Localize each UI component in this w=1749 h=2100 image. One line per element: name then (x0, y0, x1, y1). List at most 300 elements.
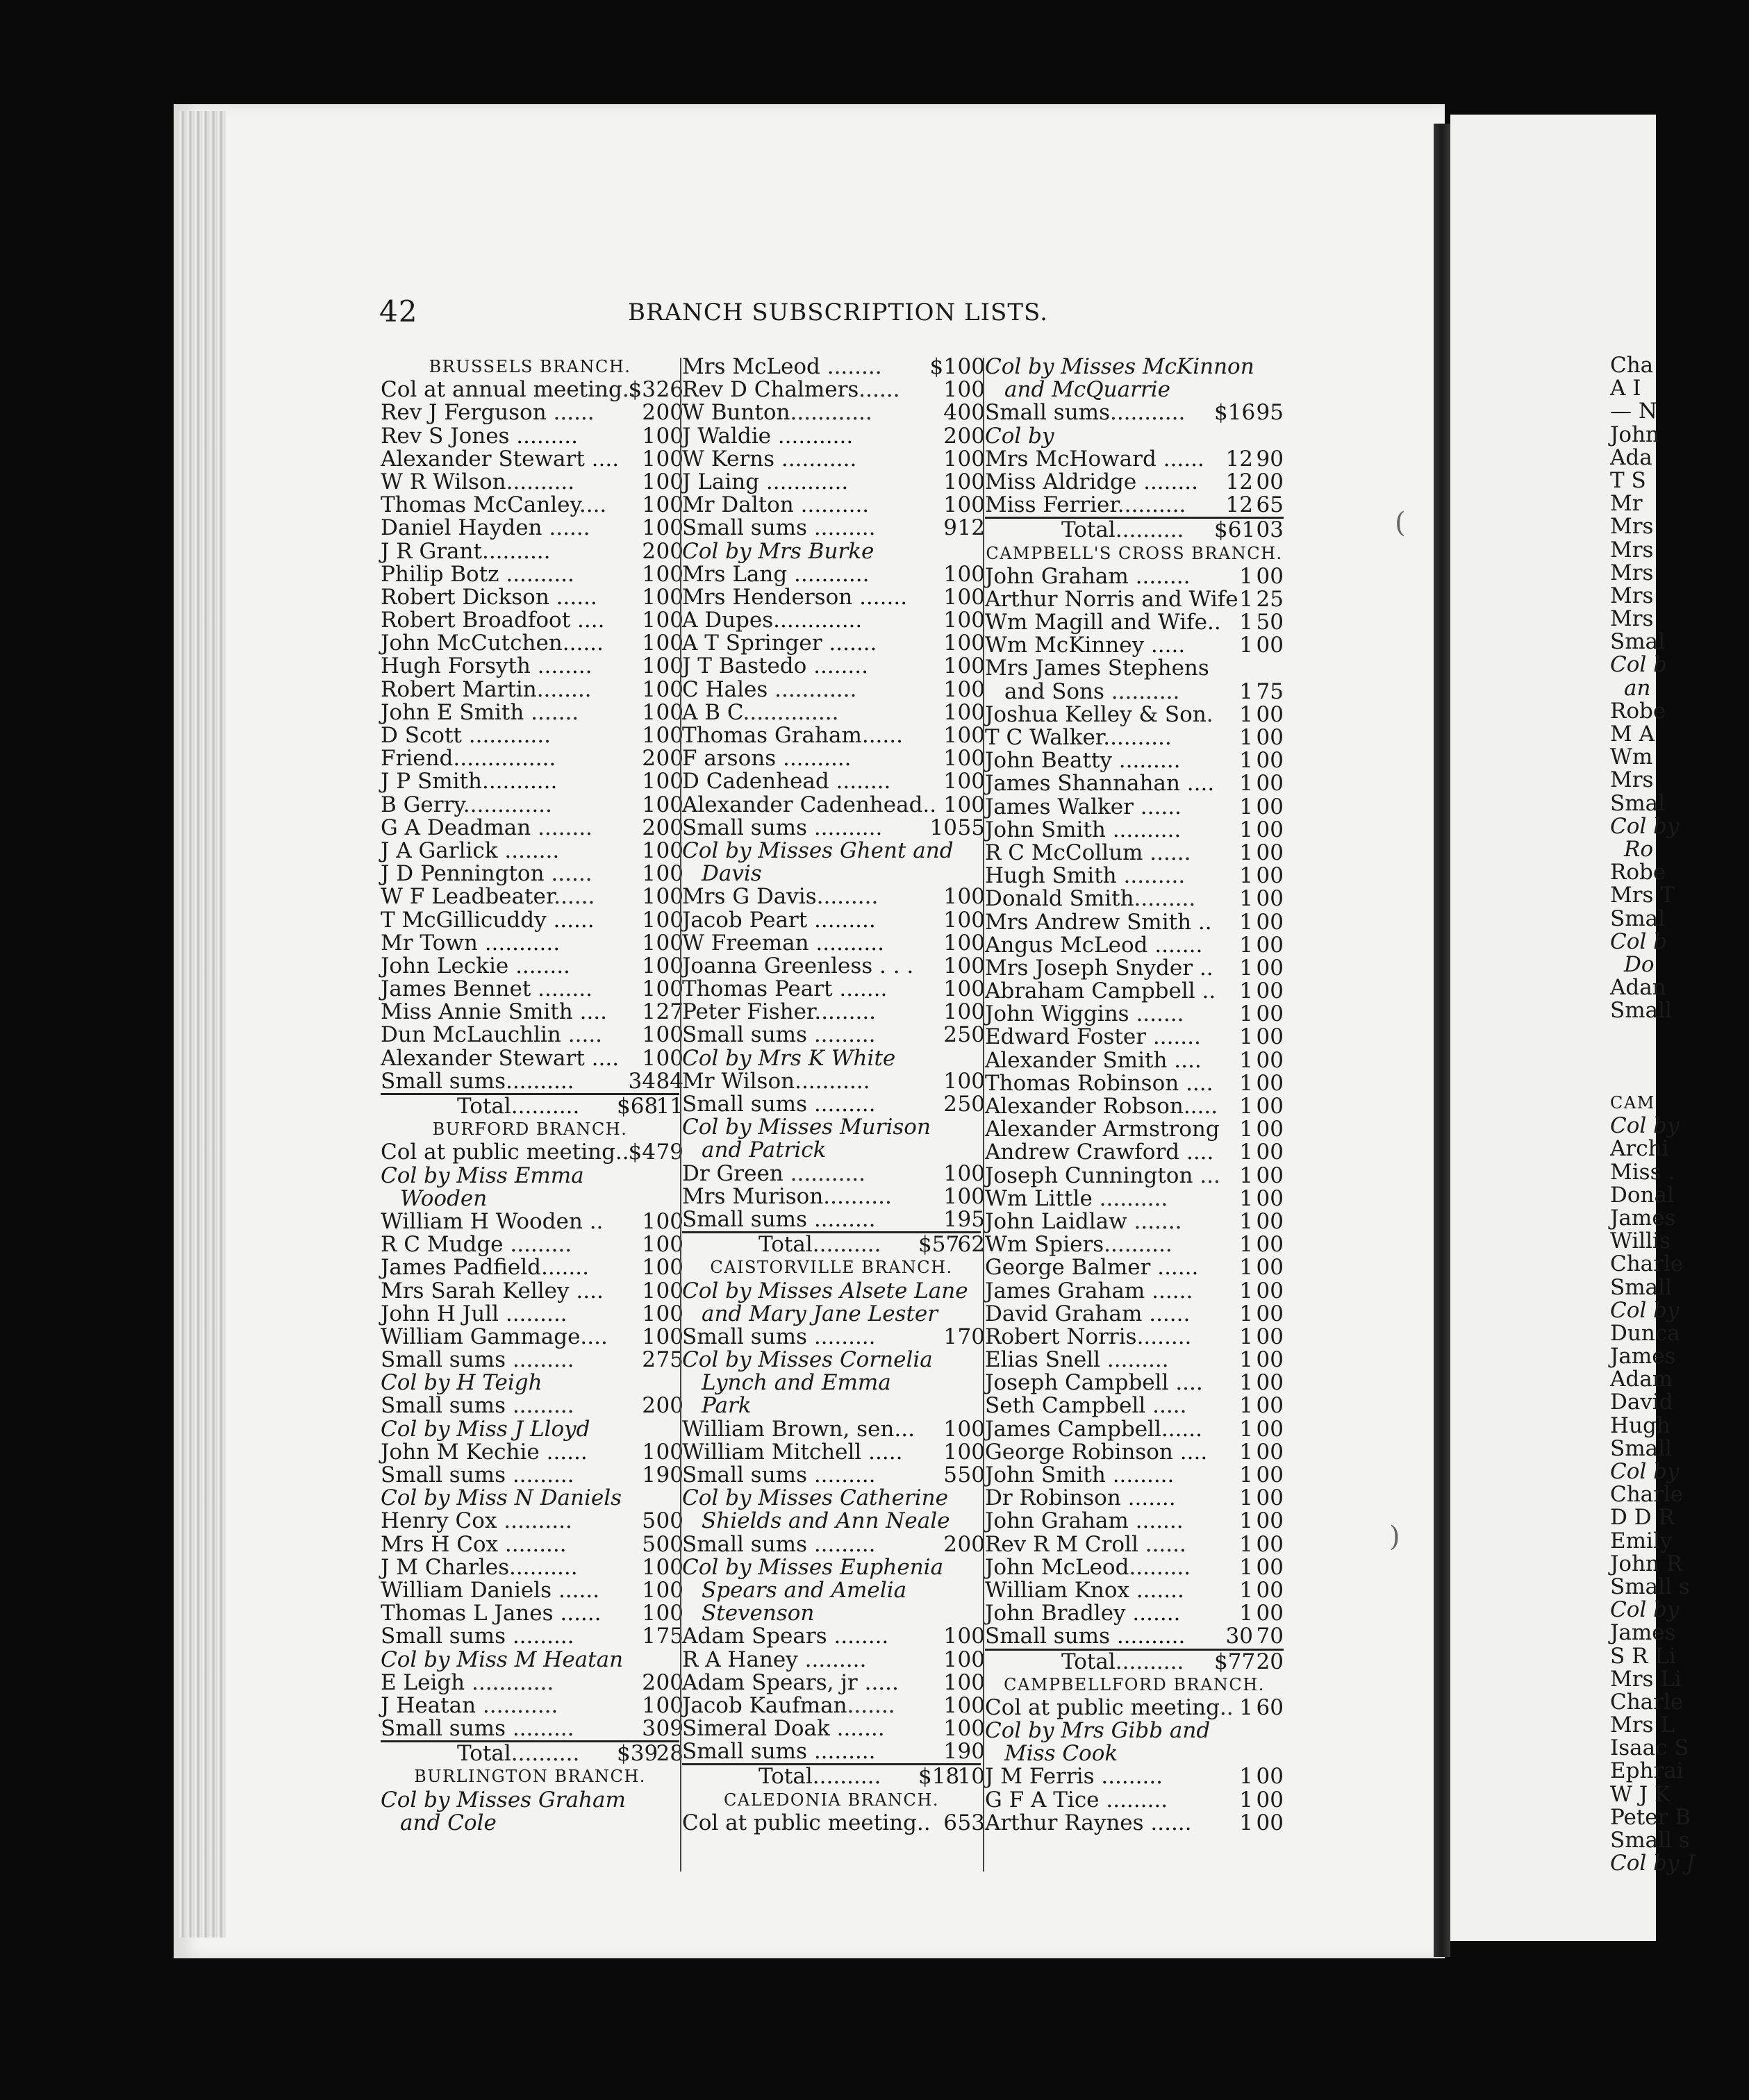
entry-name: Smal (1610, 906, 1666, 931)
entry-name: Shields and Ann Neale (702, 1508, 950, 1534)
subscription-row (985, 634, 1284, 657)
amount-cents: 00 (656, 1208, 683, 1234)
entry-name: CAMPBELLFORD BRANCH. (1004, 1674, 1265, 1694)
entry-name: Peter Fisher......... (682, 999, 877, 1025)
entry-name: R C McCollum ...... (985, 840, 1191, 865)
amount-dollars: 1 (1239, 610, 1253, 635)
amount-cents: 00 (1256, 701, 1284, 727)
subscription-row (1610, 492, 1749, 515)
subscription-row (381, 653, 683, 679)
entry-name: BURLINGTON BRANCH. (414, 1767, 646, 1787)
entry-name: Col by Mrs K White (682, 1045, 896, 1071)
amount-dollars: 1 (1239, 1462, 1253, 1488)
entry-name: Col by Misses Alsete Lane (682, 1278, 968, 1303)
entry-name: Small sums ......... (682, 1739, 876, 1765)
entry-name: Thomas Peart ....... (682, 976, 888, 1002)
amount-cents: 00 (656, 676, 683, 702)
amount-dollars: 1 (943, 561, 957, 587)
subscription-row (985, 1118, 1284, 1141)
amount-cents: 75 (656, 1347, 683, 1373)
subscription-row (381, 1577, 683, 1603)
subscription-row (381, 676, 683, 702)
entry-name: D Scott ............ (381, 723, 551, 748)
collector-line (1610, 815, 1749, 838)
amount-cents: 00 (957, 953, 985, 978)
subscription-row (381, 1045, 683, 1071)
entry-name: John McCutchen...... (381, 631, 604, 656)
entry-name: Elias Snell ......... (985, 1347, 1169, 1373)
amount-cents: 00 (1256, 1508, 1284, 1534)
subscription-row (381, 1669, 683, 1695)
entry-name: Col by (985, 423, 1054, 449)
branch-heading (381, 356, 679, 378)
amount-cents: 00 (1256, 1577, 1284, 1603)
amount-dollars: 1 (1239, 840, 1253, 865)
subscription-row (682, 1183, 985, 1209)
entry-name: T McGillicuddy ...... (381, 907, 595, 933)
entry-name: John Laidlaw ....... (985, 1208, 1182, 1234)
subscription-row (381, 446, 683, 472)
amount-cents: 00 (656, 538, 683, 564)
amount-dollars: 1 (943, 1439, 957, 1465)
collector-line-cont (1610, 838, 1749, 861)
amount-dollars: 1 (642, 423, 656, 449)
entry-name: Mr (1610, 491, 1643, 517)
entry-name: Col by (1610, 813, 1680, 839)
amount-cents: 00 (656, 723, 683, 748)
subscription-row (985, 796, 1284, 819)
amount-cents: 00 (656, 1692, 683, 1718)
amount-cents: 00 (1256, 1810, 1284, 1835)
amount-cents: 00 (957, 423, 985, 449)
subscription-row (985, 980, 1284, 1003)
amount-dollars: $61 (1214, 517, 1256, 543)
collector-line (1610, 928, 1749, 954)
entry-name: Rev S Jones ......... (381, 423, 578, 449)
amount-dollars: 1 (943, 377, 957, 403)
entry-name: David (1610, 1390, 1673, 1415)
amount-cents: 00 (1256, 1208, 1284, 1234)
amount-cents: 00 (656, 1022, 683, 1048)
subscription-row (985, 494, 1284, 517)
entry-name: James Padfield....... (381, 1255, 589, 1281)
amount-dollars: 1 (642, 1324, 656, 1349)
subscription-row (381, 1508, 683, 1534)
subscription-row (985, 1418, 1284, 1441)
amount-dollars: 2 (943, 1022, 957, 1048)
collector-line (381, 1372, 679, 1394)
entry-name: Total.......... (1061, 1649, 1184, 1674)
amount-cents: 84 (656, 1068, 683, 1094)
amount-cents: 00 (1256, 955, 1284, 981)
entry-name: Smal (1610, 629, 1666, 655)
entry-name: Mrs Henderson ....... (682, 584, 908, 610)
running-head: BRANCH SUBSCRIPTION LISTS. (628, 299, 1048, 326)
subscription-row (1610, 631, 1749, 653)
entry-name: Mrs Sarah Kelley .... (381, 1278, 604, 1303)
amount-dollars: 1 (1239, 978, 1253, 1004)
entry-name: Robert Norris........ (985, 1324, 1192, 1349)
branch-heading (985, 1674, 1284, 1697)
amount-dollars: 5 (642, 1508, 656, 1534)
amount-dollars: 1 (1239, 1439, 1253, 1465)
amount-dollars: 1 (943, 492, 957, 518)
subscription-row (1610, 1806, 1749, 1829)
entry-name: Alexander Stewart .... (381, 446, 620, 472)
entry-name: Arthur Norris and Wife (985, 586, 1238, 612)
entry-name: Small sums ......... (381, 1462, 574, 1488)
amount-cents: 00 (1256, 771, 1284, 797)
subscription-row (1610, 1760, 1749, 1783)
subscription-row (682, 1416, 985, 1442)
amount-cents: 00 (1256, 1094, 1284, 1119)
subscription-row (1610, 400, 1749, 423)
entry-name: Alexander Cadenhead.. (682, 792, 937, 817)
amount-dollars: $4 (628, 1140, 656, 1165)
entry-name: Alexander Smith .... (985, 1047, 1202, 1073)
subscription-row (985, 1303, 1284, 1326)
subscription-row (381, 561, 683, 587)
amount-cents: 55 (957, 815, 985, 840)
subscription-row (985, 1487, 1284, 1510)
entry-name: James Bennet ........ (381, 976, 592, 1002)
amount-dollars: $77 (1214, 1649, 1256, 1674)
amount-cents: 00 (1256, 1162, 1284, 1188)
amount-dollars: 1 (1239, 701, 1253, 727)
amount-cents: 00 (957, 769, 985, 794)
subscription-row (1610, 1576, 1749, 1599)
entry-name: Small sums ......... (682, 1531, 876, 1557)
entry-name: Col by Misses Catherine (682, 1485, 948, 1511)
entry-name: John McLeod......... (985, 1554, 1191, 1580)
entry-name: Miss Annie Smith .... (381, 999, 607, 1025)
subscription-row (682, 676, 985, 702)
subscription-row (985, 1326, 1284, 1349)
amount-dollars: 2 (642, 1347, 656, 1373)
amount-dollars: 9 (943, 515, 957, 541)
entry-name: John H Jull ......... (381, 1301, 567, 1326)
entry-name: Small sums ......... (682, 515, 876, 541)
entry-name: Small (1610, 1274, 1672, 1300)
subscription-row (985, 1256, 1284, 1279)
subscription-row (682, 400, 985, 426)
amount-dollars: 1 (1239, 1070, 1253, 1096)
subscription-row (1610, 539, 1749, 562)
amount-dollars: 1 (943, 608, 957, 633)
subscription-row (985, 1072, 1284, 1095)
amount-dollars: 1 (1239, 1694, 1253, 1720)
entry-name: J T Bastedo ........ (682, 653, 868, 679)
subscription-row (985, 749, 1284, 772)
branch-heading (682, 1256, 981, 1279)
amount-cents: 50 (957, 1092, 985, 1117)
amount-cents: 00 (1256, 1787, 1284, 1812)
subscription-row (985, 1579, 1284, 1602)
amount-dollars: 1 (1239, 678, 1253, 704)
entry-name: Charle (1610, 1689, 1684, 1715)
amount-dollars: 1 (642, 999, 656, 1025)
amount-cents: 00 (656, 515, 683, 541)
amount-dollars: $57 (918, 1232, 960, 1258)
amount-cents: 00 (1256, 886, 1284, 912)
entry-name: Col by Misses Graham (381, 1787, 626, 1812)
entry-name: Mrs (1610, 537, 1654, 562)
entry-name: Mrs James Stephens (985, 656, 1209, 681)
entry-name: A T Springer ....... (682, 631, 877, 656)
subscription-row (1610, 999, 1749, 1022)
amount-dollars: 1 (642, 1232, 656, 1258)
entry-name: D D R (1610, 1505, 1675, 1531)
entry-name: Hugh Smith ......... (985, 863, 1186, 889)
collector-line-cont (381, 1185, 679, 1211)
entry-name: Archi (1610, 1136, 1669, 1162)
amount-cents: 00 (957, 1647, 985, 1672)
entry-name: Miss Cook (1004, 1741, 1118, 1767)
amount-cents: 00 (957, 723, 985, 748)
amount-cents: 50 (1256, 610, 1284, 635)
collector-line-cont (682, 1602, 981, 1625)
collector-line (1610, 1299, 1749, 1322)
amount-dollars: $18 (918, 1764, 960, 1790)
amount-cents: 00 (656, 884, 683, 910)
entry-name: James Campbell...... (985, 1416, 1202, 1442)
entry-name: Park (702, 1393, 752, 1419)
column-divider (983, 358, 984, 1872)
amount-cents: 00 (656, 1255, 683, 1281)
entry-name: Jacob Kaufman....... (682, 1692, 895, 1718)
entry-name: Small s (1610, 1828, 1690, 1853)
amount-dollars: 3 (642, 1716, 656, 1742)
entry-name: T S (1610, 467, 1646, 493)
entry-name: Hugh (1610, 1412, 1671, 1438)
subscription-row (1610, 1622, 1749, 1644)
amount-dollars: 1 (642, 608, 656, 633)
amount-cents: 65 (1256, 492, 1284, 518)
subscription-row (985, 1441, 1284, 1464)
entry-name: W Bunton............ (682, 400, 872, 426)
entry-name: Col by H Teigh (381, 1370, 542, 1396)
subscription-row (1610, 1368, 1749, 1391)
entry-name: Henry Cox .......... (381, 1508, 572, 1534)
subscription-row (381, 1208, 683, 1234)
amount-cents: 70 (1256, 1624, 1284, 1649)
page-number: 42 (379, 294, 418, 328)
entry-name: Small sums ......... (381, 1624, 574, 1649)
entry-name: John Bradley ....... (985, 1601, 1181, 1626)
amount-dollars: 1 (943, 1324, 957, 1349)
amount-cents: 00 (957, 653, 985, 679)
subscription-row (985, 678, 1284, 704)
entry-name: Mrs H Cox ......... (381, 1531, 567, 1557)
entry-name: Isaac S (1610, 1735, 1689, 1761)
entry-name: Small sums .......... (985, 1624, 1186, 1649)
collector-line (381, 1649, 679, 1672)
amount-dollars: 2 (642, 1393, 656, 1419)
subscription-row (682, 653, 985, 679)
amount-dollars: 1 (1239, 794, 1253, 819)
amount-dollars: 1 (943, 792, 957, 817)
entry-name: Col by Misses Cornelia (682, 1347, 933, 1373)
subscription-row (381, 631, 683, 656)
amount-dollars: 1 (642, 1462, 656, 1488)
subscription-row (1610, 1184, 1749, 1207)
entry-name: Col by Misses Murison (682, 1115, 931, 1140)
entry-name: and McQuarrie (1004, 377, 1171, 403)
subscription-row (381, 1232, 683, 1258)
amount-dollars: 1 (1239, 1162, 1253, 1188)
amount-cents: 00 (656, 907, 683, 933)
entry-name: Donald Smith......... (985, 886, 1196, 912)
subscription-row (682, 492, 985, 518)
entry-name: Col at public meeting.. (381, 1140, 629, 1165)
amount-cents: 00 (1256, 1324, 1284, 1349)
subscription-row (682, 1324, 985, 1349)
amount-dollars: 1 (1239, 909, 1253, 935)
amount-dollars: 12 (1225, 492, 1253, 518)
amount-dollars: 1 (1239, 1001, 1253, 1027)
amount-cents: 26 (656, 377, 683, 403)
entry-name: G F A Tice ......... (985, 1787, 1168, 1812)
collector-line (682, 1116, 981, 1139)
entry-name: William Brown, sen... (682, 1416, 915, 1442)
entry-name: Total.......... (1061, 517, 1184, 543)
entry-name: S R Li (1610, 1643, 1676, 1669)
amount-dollars: 1 (943, 699, 957, 725)
amount-cents: 90 (656, 1462, 683, 1488)
entry-name: Col by (1610, 1113, 1680, 1139)
amount-cents: 00 (656, 1301, 683, 1326)
subscription-row (381, 815, 683, 840)
entry-name: Ephrai (1610, 1758, 1684, 1784)
entry-name: Small sums.......... (381, 1068, 574, 1094)
amount-cents: 00 (656, 584, 683, 610)
collector-line-cont (682, 1139, 981, 1162)
amount-cents: 00 (656, 838, 683, 863)
subscription-row (381, 861, 683, 887)
collector-line-cont (682, 1510, 981, 1533)
subscription-row (1610, 1645, 1749, 1668)
collector-line (381, 1162, 679, 1188)
amount-dollars: 1 (943, 1716, 957, 1742)
subscription-row (381, 999, 683, 1025)
amount-dollars: 1 (943, 631, 957, 656)
amount-cents: 00 (1256, 1001, 1284, 1027)
amount-dollars: 1 (642, 446, 656, 472)
entry-name: CAISTORVILLE BRANCH. (710, 1258, 953, 1278)
entry-name: Robert Broadfoot .... (381, 608, 605, 633)
amount-cents: 00 (656, 976, 683, 1002)
entry-name: Mrs (1610, 560, 1654, 585)
amount-cents: 00 (957, 469, 985, 494)
collector-line (682, 1047, 981, 1070)
entry-name: Small (1610, 1435, 1672, 1461)
entry-name: Small sums ......... (381, 1716, 574, 1742)
entry-name: F arsons .......... (682, 746, 852, 772)
entry-name: BURFORD BRANCH. (432, 1119, 628, 1140)
entry-name: Alexander Robson..... (985, 1094, 1218, 1119)
branch-heading (985, 542, 1284, 565)
entry-name: John (1610, 422, 1660, 447)
amount-cents: 00 (957, 1439, 985, 1465)
entry-name: Peter B (1610, 1804, 1691, 1830)
entry-name: John E Smith ....... (381, 699, 579, 725)
amount-cents: 00 (1256, 1117, 1284, 1142)
subscription-row (1610, 1737, 1749, 1760)
subscription-row (381, 930, 683, 956)
entry-name: Adam Spears, jr ..... (682, 1669, 899, 1695)
subscription-row (682, 999, 985, 1025)
subscription-row (985, 448, 1284, 471)
subscription-row (985, 565, 1284, 588)
amount-dollars: 1 (943, 1669, 957, 1695)
subscription-row (985, 657, 1284, 680)
subscription-row (381, 492, 683, 518)
subscription-row (1610, 444, 1749, 470)
subscription-row (682, 608, 985, 633)
entry-name: Col at public meeting.. (682, 1810, 931, 1835)
entry-name: Miss Aldridge ........ (985, 469, 1198, 494)
amount-dollars: 6 (943, 1810, 957, 1835)
entry-name: W Kerns ........... (682, 446, 857, 472)
subscription-row (1610, 608, 1749, 631)
branch-heading (381, 1765, 679, 1788)
total-row (985, 519, 1284, 542)
amount-dollars: 10 (929, 815, 957, 840)
subscription-row (682, 1647, 985, 1672)
subscription-row (985, 1372, 1284, 1394)
collector-line (1610, 1852, 1749, 1875)
entry-name: J P Smith........... (381, 769, 558, 794)
amount-dollars: 1 (943, 953, 957, 978)
amount-cents: 00 (1256, 1301, 1284, 1326)
entry-name: Col by Mrs Burke (682, 538, 874, 564)
amount-dollars: 1 (642, 1255, 656, 1281)
entry-name: James Walker ...... (985, 794, 1182, 819)
amount-cents: 00 (1256, 978, 1284, 1004)
amount-cents: 00 (957, 976, 985, 1002)
amount-dollars: 1 (943, 1647, 957, 1672)
amount-cents: 00 (1256, 1485, 1284, 1511)
amount-dollars: 1 (1239, 1577, 1253, 1603)
amount-dollars: 1 (642, 561, 656, 587)
amount-dollars: 1 (1239, 1185, 1253, 1211)
amount-dollars: 1 (1239, 633, 1253, 658)
subscription-row (985, 1533, 1284, 1556)
collector-line (1610, 653, 1749, 676)
amount-dollars: 1 (642, 723, 656, 748)
amount-dollars: 1 (1239, 817, 1253, 842)
subscription-row (1610, 354, 1749, 377)
subscription-row (985, 888, 1284, 910)
amount-dollars: 1 (642, 584, 656, 610)
subscription-row (381, 1324, 683, 1349)
amount-dollars: 2 (943, 1092, 957, 1117)
subscription-row (682, 1624, 985, 1649)
subscription-row (682, 1531, 985, 1557)
amount-cents: 00 (656, 423, 683, 449)
entry-name: Charle (1610, 1482, 1684, 1508)
amount-cents: 03 (1256, 517, 1284, 543)
entry-name: Mrs (1610, 514, 1654, 540)
subscription-row (682, 515, 985, 541)
subscription-row (682, 561, 985, 587)
total-row (985, 1651, 1284, 1674)
subscription-row (1610, 746, 1749, 769)
amount-dollars: 1 (943, 884, 957, 910)
amount-dollars: 1 (642, 930, 656, 956)
amount-dollars: 1 (642, 792, 656, 817)
entry-name: and Cole (400, 1810, 497, 1835)
